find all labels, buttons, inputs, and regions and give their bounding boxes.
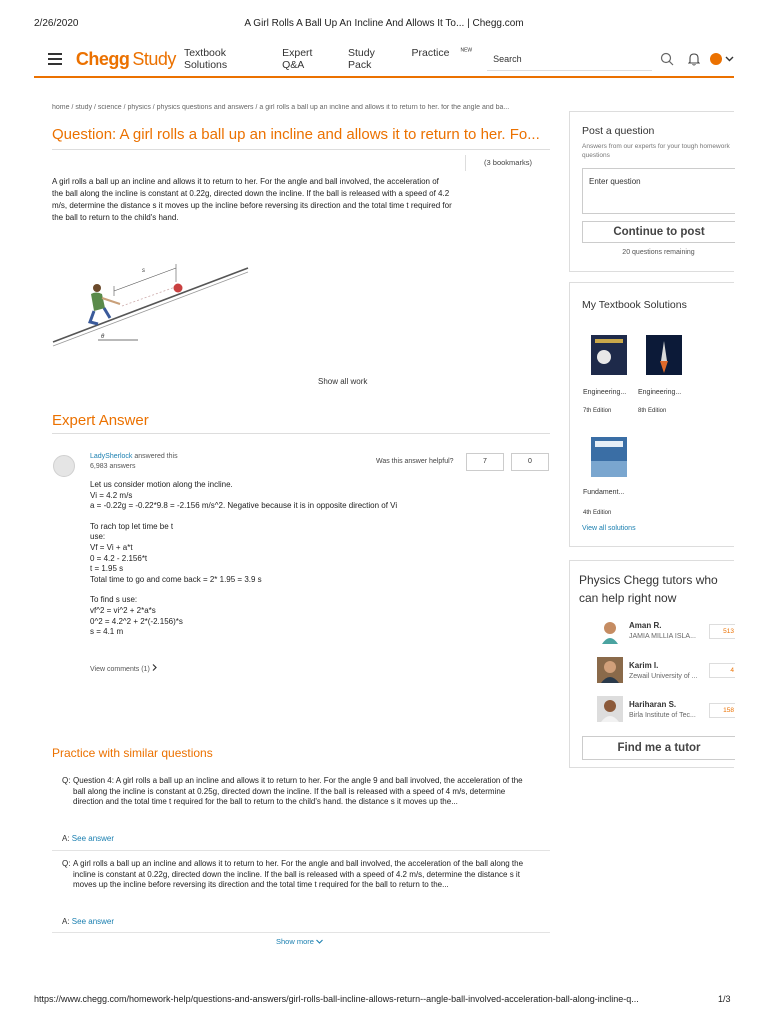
menu-icon[interactable] [48,53,62,65]
tutors-card [569,560,734,768]
search-input[interactable]: Search [487,47,652,71]
spacer [90,512,450,522]
book-cover[interactable] [591,335,627,375]
tutor-name[interactable]: Hariharan S. [629,700,677,709]
answered-this-label: answered this [134,453,178,460]
a-prefix: A: [62,917,70,926]
new-badge: NEW [460,47,473,54]
answer-line: t = 1.95 s [90,564,124,574]
print-header [0,18,768,32]
book-title[interactable]: Fundament... [583,489,625,496]
practice-question-text: A girl rolls a ball up an incline and allows it to return to her. For the angle and ball involved, the acceleration of the ball along the incline is constant at 0.22g, directed down the incline. If the ball is released with a speed of 4.2 m/s, determine the distance s it moves up the incline before reversing its direction and the total time t required for the ball to return to the... [73,859,524,889]
question-input[interactable]: Enter question [582,168,735,214]
practice-heading: Practice with similar questions [52,746,213,760]
breadcrumb[interactable]: home / study / science / physics / physics questions and answers / a girl rolls a ball up an incline and allows it to return to her. for the angle and ba... [52,104,510,111]
thumbs-up-button[interactable]: 7 [466,453,504,471]
answer-line: Vf = Vi + a*t [90,542,133,552]
q-prefix: Q: [62,859,71,868]
answerer-avatar[interactable] [53,455,75,477]
nav-icons [660,52,734,66]
answerer-name[interactable]: LadySherlock [90,453,133,460]
answer-line: s = 4.1 m [90,627,124,637]
practice-answer [62,917,114,926]
practice-answer [62,834,114,843]
tutor-school: Birla Institute of Tec... [629,712,696,719]
divider [52,433,550,434]
question-body: A girl rolls a ball up an incline and allows it to return to her. For the angle and ball involved, the acceleration of the ball along the incline is constant at 0.22g, directed down the incline. If the ball is released with a speed of 4.2 m/s, determine the distance s it moves up the incline before reversing its direction and the total time t required for the ball to return to the child's hand. [52,177,452,222]
answer-line: Vi = 4.2 m/s [90,490,133,500]
tutor-school: JAMIA MILLIA ISLA... [629,633,696,640]
book-cover[interactable] [646,335,682,375]
view-comments-label: View comments (1) [90,666,150,673]
see-answer-link[interactable]: See answer [71,917,115,926]
answer-line: 0 = 4.2 - 2.156*t [90,553,148,563]
top-nav [34,42,734,76]
chevron-down-icon[interactable] [725,56,734,62]
nav-link-textbook-solutions[interactable]: Textbook Solutions [183,47,228,71]
tutor-name[interactable]: Karim I. [629,661,659,670]
tutor-photo[interactable] [597,696,623,722]
expert-answer-heading: Expert Answer [52,412,149,429]
question-title: Question: A girl rolls a ball up an incline and allows it to return to her. Fo... [52,126,540,143]
book-edition: 8th Edition [638,408,667,414]
book-edition: 4th Edition [583,510,612,516]
answer-count: 6,983 answers [90,463,136,470]
tutor-count: 158 [709,703,735,718]
divider [52,149,550,150]
continue-to-post-button[interactable]: Continue to post [582,221,735,243]
nav-links [184,47,483,71]
bell-icon[interactable] [688,52,700,66]
post-question-heading: Post a question [582,125,655,137]
answer-line: Total time to go and come back = 2* 1.95 = 3.9 s [90,574,262,584]
tutor-school: Zewail University of ... [629,673,698,680]
divider [52,850,550,851]
page-number: 1/3 [718,994,731,1004]
textbook-solutions-heading: My Textbook Solutions [582,299,687,311]
nav-link-practice-label: Practice [411,47,450,59]
search-icon[interactable] [660,52,674,66]
print-date: 2/26/2020 [34,18,79,29]
practice-question-text: Question 4: A girl rolls a ball up an incline and allows it to return to her. For the angle 9 and ball involved, the acceleration of the ball along the incline is constant at 0.25g, directed down the incline. If the ball is released with a speed of 4 m/s, determine direction and the total time t required for the ball to return to the child's hand. the distance s it moves up the... [73,776,523,806]
practice-question[interactable] [62,859,532,891]
questions-remaining: 20 questions remaining [622,249,695,256]
bookmarks-button[interactable]: (3 bookmarks) [465,155,550,171]
figure-label-theta: θ [101,334,105,340]
book-title[interactable]: Engineering... [638,389,682,396]
post-question-subtext: Answers from our experts for your tough homework questions [582,143,730,159]
view-comments-link[interactable] [90,664,157,673]
show-more-link[interactable] [276,937,323,946]
answer-line: a = -0.22g = -0.22*9.8 = -2.156 m/s^2. Negative because it is in opposite direction of Vi [90,501,398,511]
find-me-a-tutor-button[interactable]: Find me a tutor [582,736,735,760]
answer-line: Let us consider motion along the incline. [90,480,233,489]
book-title[interactable]: Engineering... [583,389,627,396]
spacer [90,585,450,595]
thumbs-down-button[interactable]: 0 [511,453,549,471]
tutor-photo[interactable] [597,618,623,644]
show-all-work-link[interactable]: Show all work [318,377,368,386]
book-edition: 7th Edition [583,408,612,414]
a-prefix: A: [62,834,70,843]
chevron-down-icon [316,937,323,946]
book-cover[interactable] [591,437,627,477]
divider [52,932,550,933]
see-answer-link[interactable]: See answer [71,834,115,843]
tutor-count: 4 [709,663,735,678]
practice-question[interactable] [62,776,532,808]
tutor-photo[interactable] [597,657,623,683]
answer-line: To find s use: [90,595,138,605]
answer-body [90,480,450,638]
textbook-solutions-card [569,282,734,547]
print-title: A Girl Rolls A Ball Up An Incline And Allows It To... | Chegg.com [244,18,524,29]
show-more-label: Show more [276,937,314,946]
tutor-count: 513 [709,624,735,639]
logo-study: Study [132,48,176,69]
nav-link-practice[interactable] [412,47,473,71]
post-question-card [569,111,734,272]
user-avatar[interactable] [710,53,722,65]
logo-chegg: Chegg [75,48,130,69]
tutor-name[interactable]: Aman R. [629,621,662,630]
answer-line: To rach top let time be t [90,521,174,531]
answer-line: vf^2 = vi^2 + 2*a*s [90,605,156,615]
nav-link-study-pack[interactable]: Study Pack [347,47,375,71]
tutors-heading: Physics Chegg tutors who can help right now [579,573,718,605]
incline-figure [50,256,252,356]
answer-line: use: [90,532,106,542]
answer-line: 0^2 = 4.2^2 + 2*(-2.156)*s [90,616,183,626]
nav-link-expert-qa[interactable]: Expert Q&A [282,47,313,71]
figure-label-s: s [142,268,145,274]
q-prefix: Q: [62,776,71,785]
print-url: https://www.chegg.com/homework-help/questions-and-answers/girl-rolls-ball-incline-allows-return--angle-ball-involved-acceleration-ball-along-incline-q... [34,994,639,1004]
answerer-line [90,453,178,460]
nav-accent-line [34,76,734,78]
chevron-right-icon [152,666,157,673]
chegg-study-logo[interactable] [76,49,176,70]
view-all-solutions-link[interactable]: View all solutions [582,525,636,532]
helpful-label: Was this answer helpful? [376,458,454,465]
